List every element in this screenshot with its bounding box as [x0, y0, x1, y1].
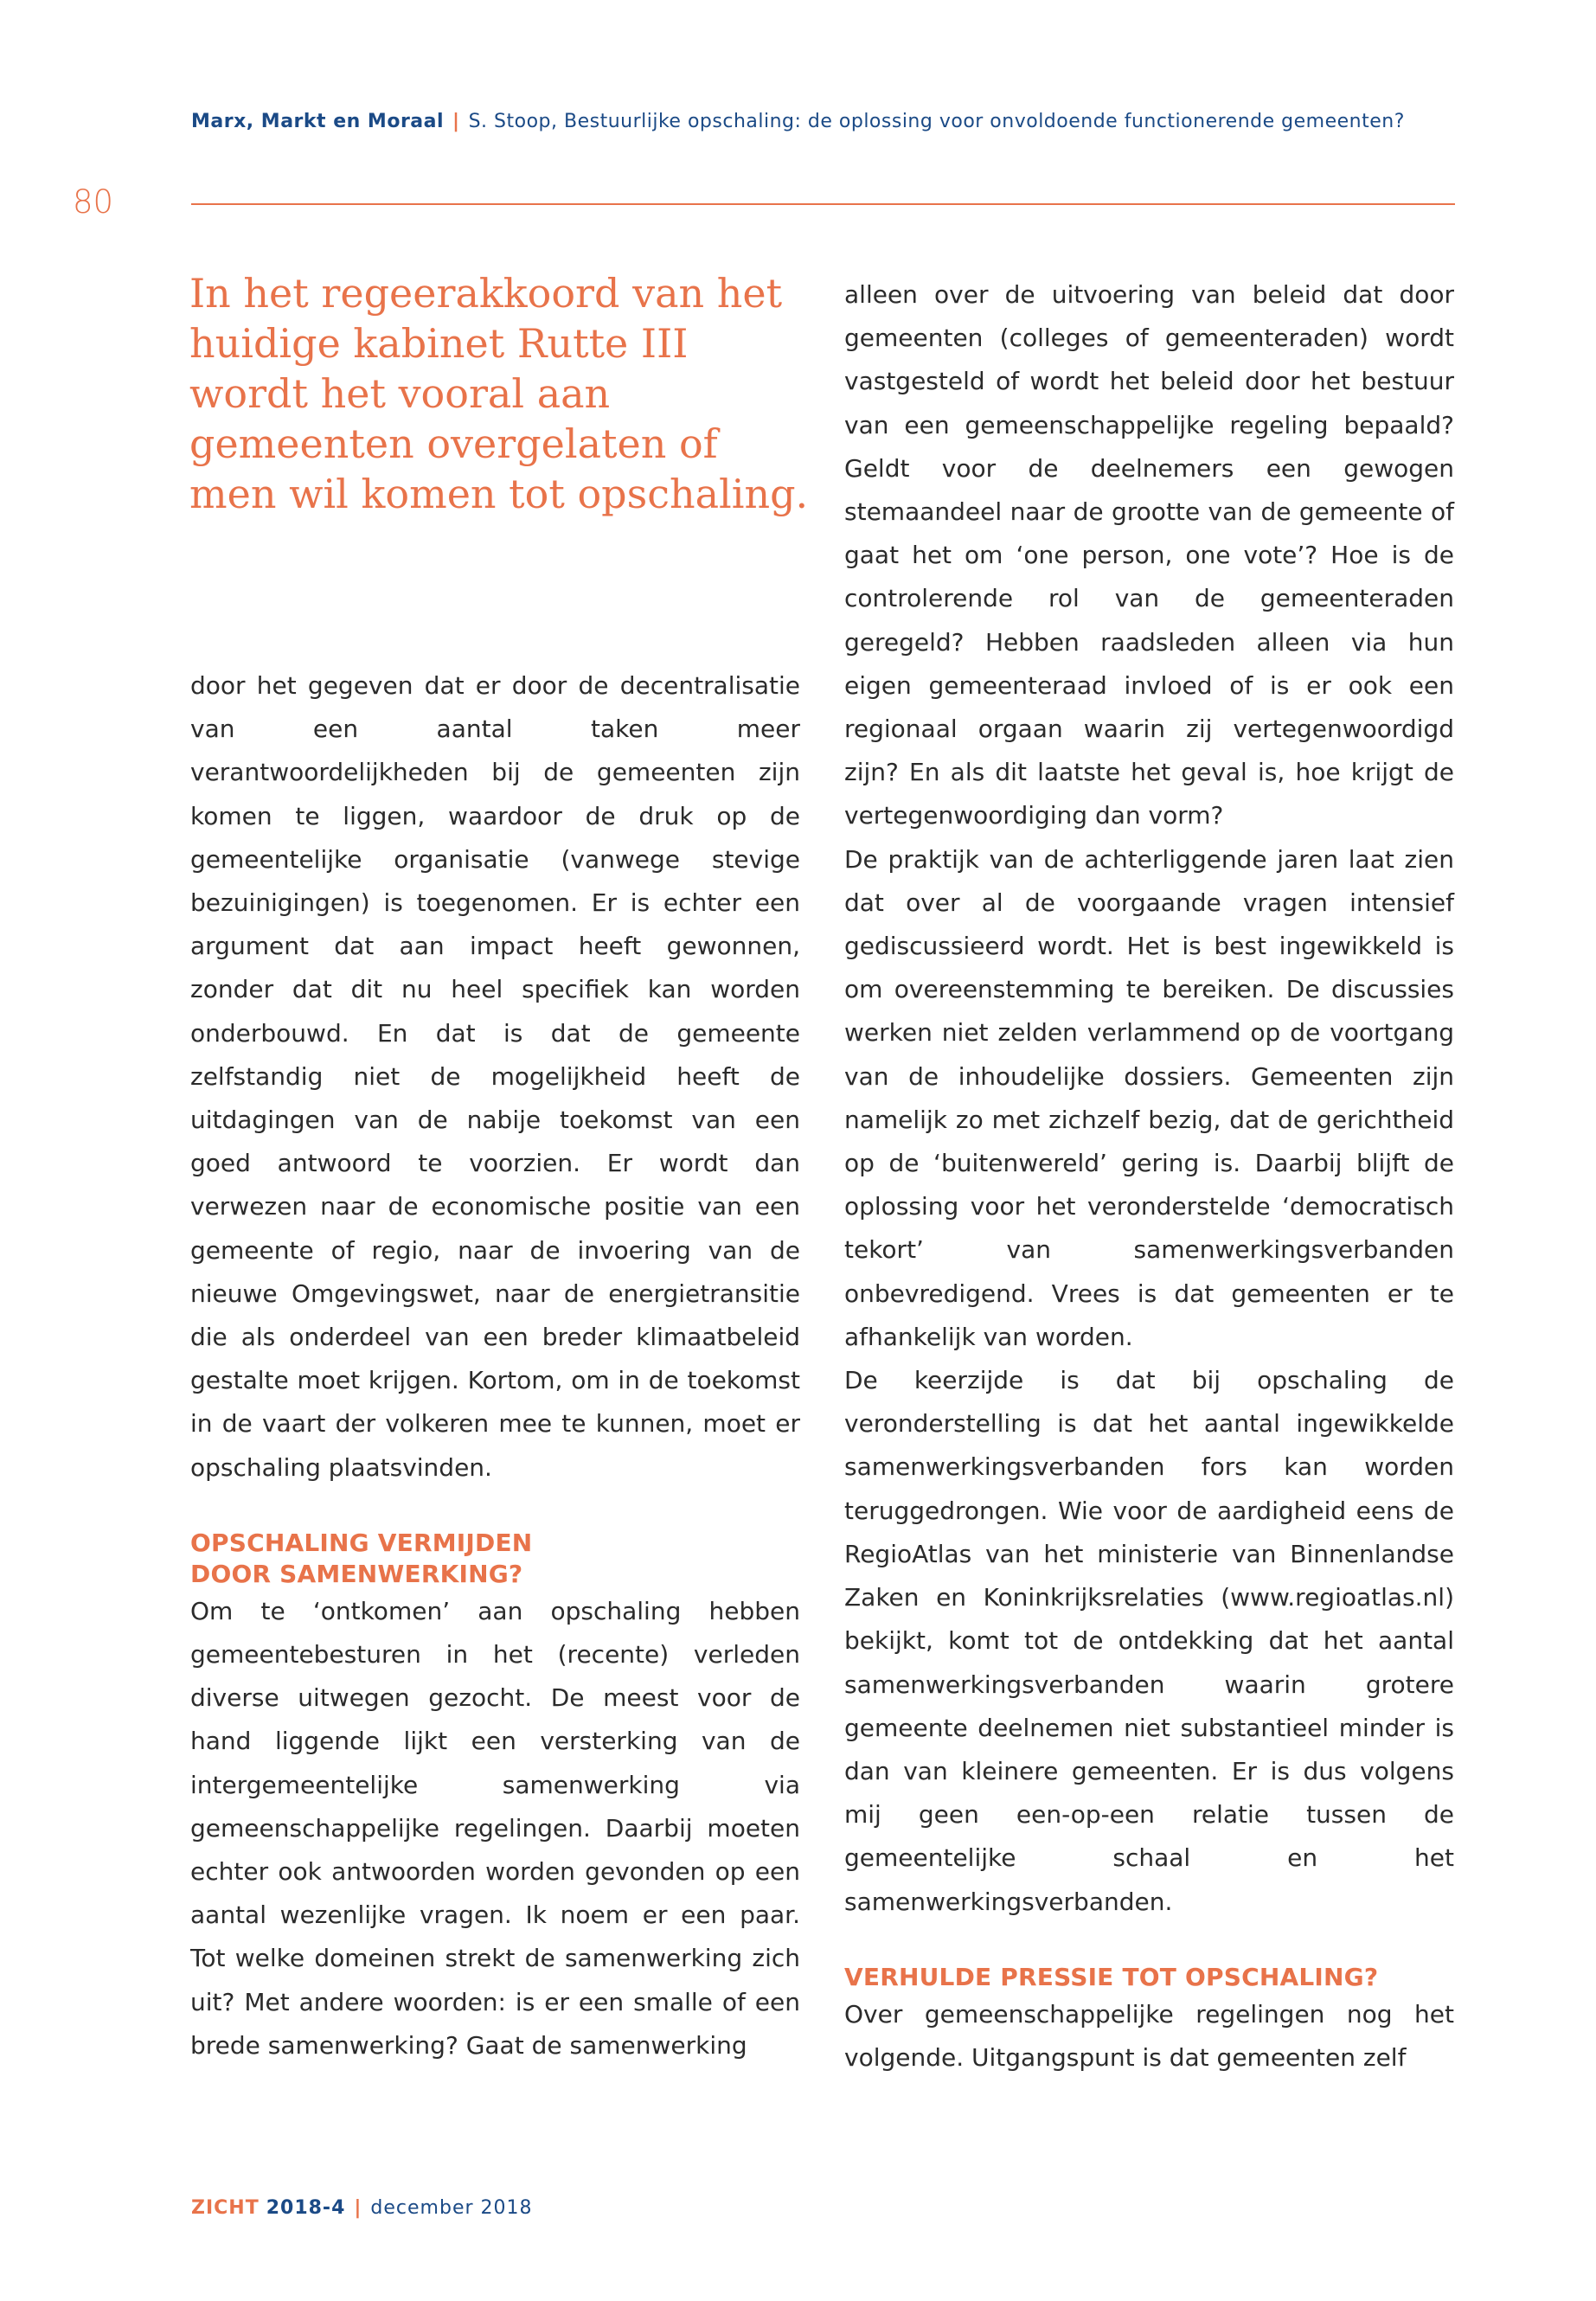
- issue-date: december 2018: [370, 2197, 533, 2219]
- header-rule: [191, 203, 1455, 205]
- body-paragraph: Over gemeenschappelijke regelingen nog het volgende. Uitgangspunt is dat gemeenten zelf: [844, 1999, 1454, 2072]
- section-heading-line: OPSCHALING VERMIJDEN: [190, 1528, 533, 1557]
- page-number: 80: [73, 183, 114, 221]
- series-title: Marx, Markt en Moraal: [191, 111, 445, 132]
- body-paragraph: De keerzijde is dat bij opschaling de veronderstelling is dat het aantal ingewikkelde samenwerkingsverbanden fors kan worden teruggedrongen. Wie voor de aardigheid eens de RegioAtlas van het ministerie van Binnenlandse Zaken en Koninkrijksrelaties (www.regioatlas.nl) bekijkt, komt tot de ontdekking dat het aantal samenwerkingsverbanden waarin grotere gemeente deelnemen niet substantieel minder is dan van kleinere gemeenten. Er is dus volgens mij geen een-op-een relatie tussen de gemeentelijke schaal en het samenwerkingsverbanden.: [844, 1366, 1454, 1916]
- running-header: [191, 111, 1454, 132]
- body-paragraph: De praktijk van de achterliggende jaren laat zien dat over al de voorgaande vragen intensief gediscussieerd wordt. Het is best ingewikkeld is om overeenstemming te bereiken. De discussies werken niet zelden verlammend op de voortgang van de inhoudelijke dossiers. Gemeenten zijn namelijk zo met zichzelf bezig, dat de gerichtheid op de ‘buitenwereld’ gering is. Daarbij blijft de oplossing voor het veronderstelde ‘democratisch tekort’ van samenwerkingsverbanden onbevredigend. Vrees is dat gemeenten er te afhankelijk van worden.: [844, 844, 1454, 1351]
- magazine-name: ZICHT: [191, 2197, 260, 2219]
- body-paragraph: Om te ‘ontkomen’ aan opschaling hebben gemeentebesturen in het (recente) verleden diverse uitwegen gezocht. De meest voor de hand liggende lijkt een versterking van de intergemeentelijke samenwerking via gemeenschappelijke regelingen. Daarbij moeten echter ook antwoorden worden gevonden op een aantal wezenlijke vragen. Ik noem er een paar. Tot welke domeinen strekt de samenwerking zich uit? Met andere woorden: is er een smalle of een brede samenwerking? Gaat de samenwerking: [190, 1596, 800, 2060]
- section-heading: VERHULDE PRESSIE TOT OPSCHALING?: [844, 1962, 1379, 1991]
- section-heading: [190, 1528, 800, 1590]
- pull-quote: In het regeerakkoord van het huidige kabinet Rutte III wordt het vooral aan gemeenten overgelaten of men wil komen tot opschaling.: [189, 270, 809, 517]
- page-footer: [191, 2197, 533, 2219]
- body-paragraph: door het gegeven dat er door de decentralisatie van een aantal taken meer verantwoordelijkheden bij de gemeenten zijn komen te liggen, waardoor de druk op de gemeentelijke organisatie (vanwege stevige bezuinigingen) is toegenomen. Er is echter een argument dat aan impact heeft gewonnen, zonder dat dit nu heel specifiek kan worden onderbouwd. En dat is dat de gemeente zelfstandig niet de mogelijkheid heeft de uitdagingen van de nabije toekomst van een goed antwoord te voorzien. Er wordt dan verwezen naar de economische positie van een gemeente of regio, naar de invoering van de nieuwe Omgevingswet, naar de energietransitie die als onderdeel van een breder klimaatbeleid gestalte moet krijgen. Kortom, om in de toekomst in de vaart der volkeren mee te kunnen, moet er opschaling plaatsvinden.: [190, 671, 800, 1482]
- section-heading-line: DOOR SAMENWERKING?: [190, 1559, 523, 1588]
- issue-number: 2018-4: [266, 2197, 346, 2219]
- footer-separator: |: [354, 2197, 362, 2219]
- right-column: [844, 273, 1454, 2080]
- header-separator: |: [452, 111, 460, 132]
- body-paragraph: alleen over de uitvoering van beleid dat door gemeenten (colleges of gemeenteraden) wordt vastgesteld of wordt het beleid door het bestuur van een gemeenschappelijke regeling bepaald? Geldt voor de deelnemers een gewogen stemaandeel naar de grootte van de gemeente of gaat het om ‘one person, one vote’? Hoe is de controlerende rol van de gemeenteraden geregeld? Hebben raadsleden alleen via hun eigen gemeenteraad invloed of is er ook een regionaal orgaan waarin zij vertegenwoordigd zijn? En als dit laatste het geval is, hoe krijgt de vertegenwoordiging dan vorm?: [844, 280, 1454, 830]
- left-column: [190, 664, 800, 2067]
- article-title: S. Stoop, Bestuurlijke opschaling: de oplossing voor onvoldoende functionerende gemeenten?: [468, 111, 1405, 132]
